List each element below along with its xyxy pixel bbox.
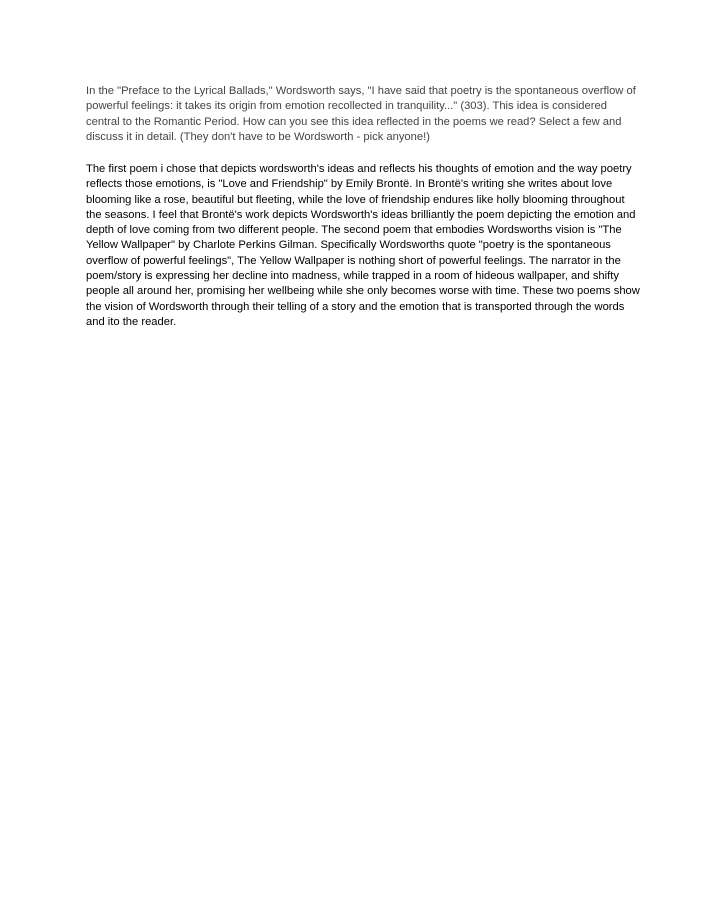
student-response: The first poem i chose that depicts wordsworth's ideas and reflects his thoughts of emotion and the way poetry reflects those emotions, is "Love and Friendship" by Emily Brontë. In Brontë's writing she writes about love blooming like a rose, beautiful but fleeting, while the love of friendship endures like holly blooming throughout the seasons. I feel that Brontë's work depicts Wordsworth's ideas brilliantly the poem depicting the emotion and depth of love coming from two different people. The second poem that embodies Wordsworths vision is "The Yellow Wallpaper" by Charlote Perkins Gilman. Specifically Wordsworths quote "poetry is the spontaneous overflow of powerful feelings", The Yellow Wallpaper is nothing short of powerful feelings. The narrator in the poem/story is expressing her decline into madness, while trapped in a room of hideous wallpaper, and shifty people all around her, promising her wellbeing while she only becomes worse with time. These two poems show the vision of Wordsworth through their telling of a story and the emotion that is transported through the words and ito the reader. (86, 163, 640, 328)
discussion-prompt: In the "Preface to the Lyrical Ballads," Wordsworth says, "I have said that poetry is the spontaneous overflow of powerful feelings: it takes its origin from emotion recollected in tranquility..." (303). This idea is considered central to the Romantic Period. How can you see this idea reflected in the poems we read? Select a few and discuss it in detail. (They don't have to be Wordsworth - pick anyone!) (86, 85, 636, 143)
